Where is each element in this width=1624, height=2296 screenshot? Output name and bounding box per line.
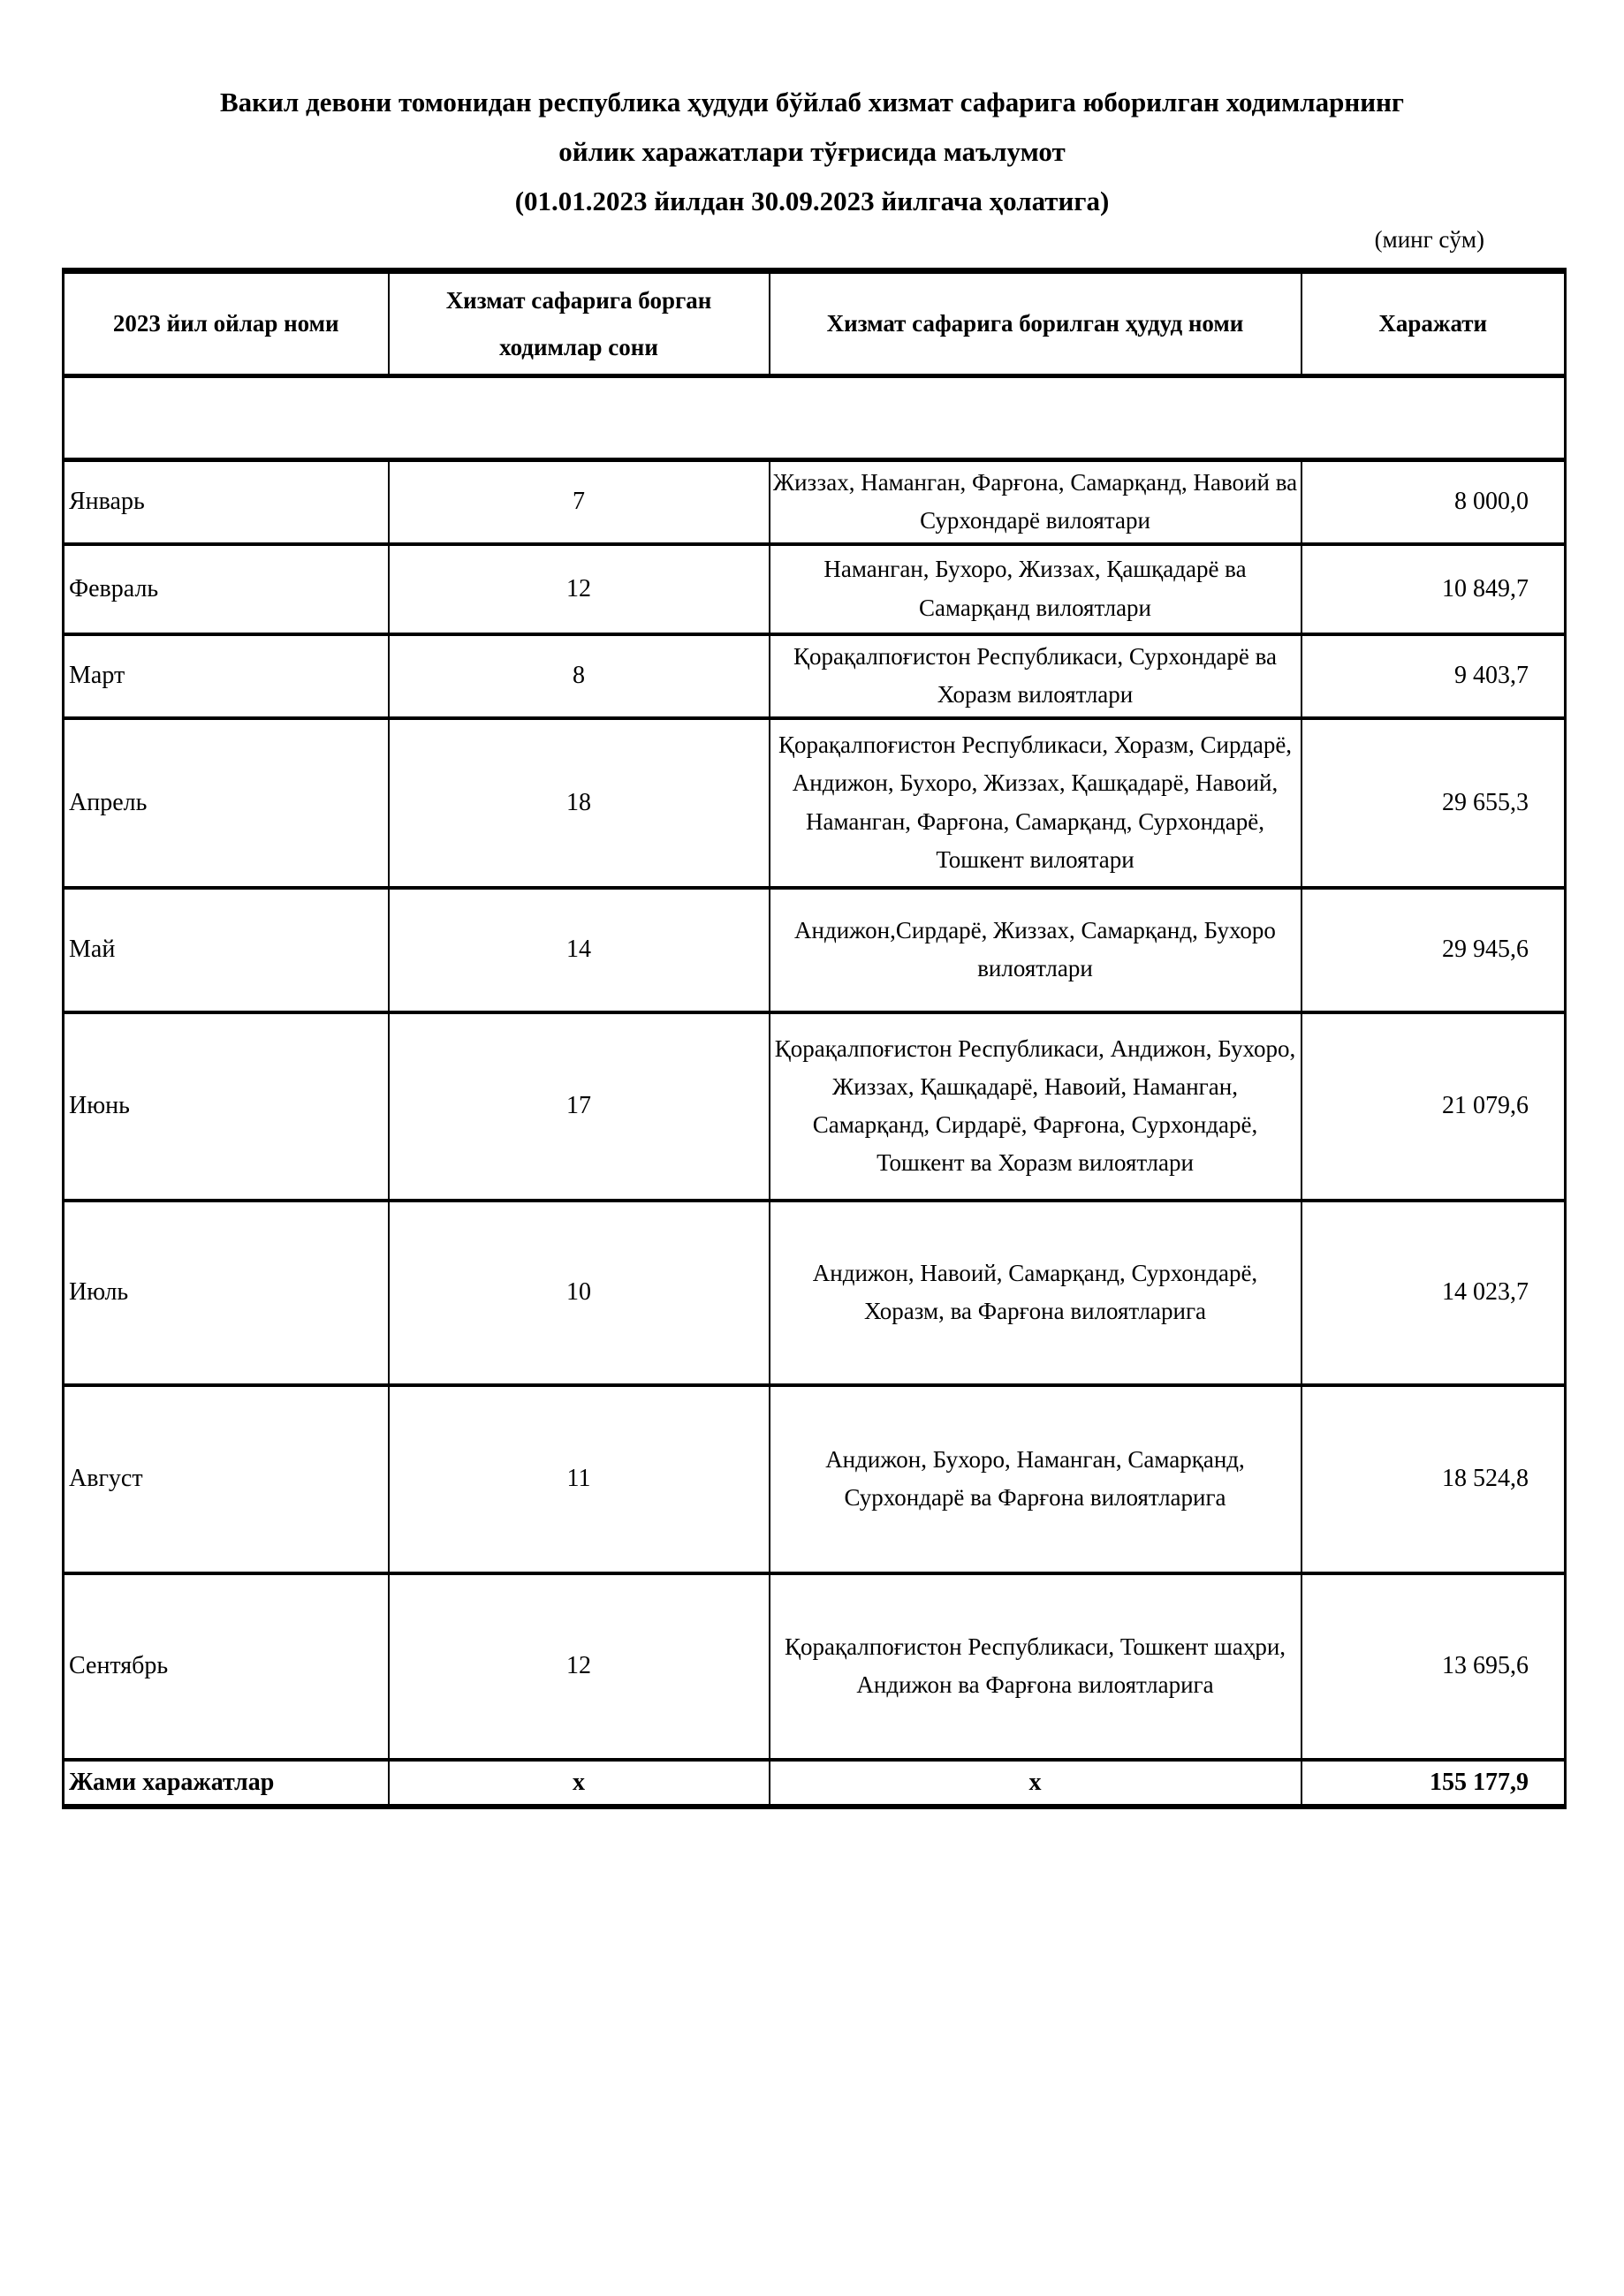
expense-cell: 10 849,7	[1301, 544, 1566, 634]
table-body	[64, 460, 1566, 1807]
regions-cell: Наманган, Бухоро, Жиззах, Қашқадарё ва Самарқанд вилоятлари	[770, 544, 1301, 634]
table-row	[64, 1201, 1566, 1385]
table-row	[64, 1573, 1566, 1760]
count-cell: 11	[389, 1385, 770, 1573]
header-row	[64, 271, 1566, 376]
table-row	[64, 460, 1566, 544]
total-label: Жами харажатлар	[64, 1760, 389, 1807]
expense-cell: 8 000,0	[1301, 460, 1566, 544]
table-row	[64, 1012, 1566, 1201]
table-row	[64, 1385, 1566, 1573]
expense-cell: 29 655,3	[1301, 718, 1566, 888]
total-count: x	[389, 1760, 770, 1807]
total-regions: x	[770, 1760, 1301, 1807]
expense-cell: 9 403,7	[1301, 634, 1566, 718]
total-expense: 155 177,9	[1301, 1760, 1566, 1807]
title-line-3: (01.01.2023 йилдан 30.09.2023 йилгача ҳолатига)	[514, 186, 1110, 216]
header-regions: Хизмат сафарига борилган ҳудуд номи	[770, 271, 1301, 376]
month-cell: Сентябрь	[64, 1573, 389, 1760]
table-row	[64, 718, 1566, 888]
table-row	[64, 888, 1566, 1012]
header-expense: Харажати	[1301, 271, 1566, 376]
expense-cell: 13 695,6	[1301, 1573, 1566, 1760]
count-cell: 10	[389, 1201, 770, 1385]
month-cell: Февраль	[64, 544, 389, 634]
header-month: 2023 йил ойлар номи	[64, 271, 389, 376]
separator-row	[64, 376, 1566, 460]
title-line-2: ойлик харажатлари тўғрисида маълумот	[558, 136, 1066, 167]
count-cell: 8	[389, 634, 770, 718]
page-title	[53, 78, 1571, 226]
month-cell: Апрель	[64, 718, 389, 888]
table-row	[64, 634, 1566, 718]
total-row	[64, 1760, 1566, 1807]
unit-note: (минг сўм)	[1374, 226, 1484, 253]
table-header	[64, 271, 1566, 376]
regions-cell: Қорақалпоғистон Республикаси, Тошкент шаҳри, Андижон ва Фарғона вилоятларига	[770, 1573, 1301, 1760]
title-line-1: Вакил девони томонидан республика ҳудуди бўйлаб хизмат сафарига юборилган ходимларнинг	[219, 87, 1405, 117]
expense-cell: 14 023,7	[1301, 1201, 1566, 1385]
regions-cell: Қорақалпоғистон Республикаси, Сурхондарё ва Хоразм вилоятлари	[770, 634, 1301, 718]
expense-cell: 29 945,6	[1301, 888, 1566, 1012]
regions-cell: Қорақалпоғистон Республикаси, Хоразм, Сирдарё, Андижон, Бухоро, Жиззах, Қашқадарё, Навоий, Наманган, Фарғона, Самарқанд, Сурхондарё, Тошкент вилоятари	[770, 718, 1301, 888]
regions-cell: Андижон, Бухоро, Наманган, Самарқанд, Сурхондарё ва Фарғона вилоятларига	[770, 1385, 1301, 1573]
count-cell: 12	[389, 1573, 770, 1760]
count-cell: 17	[389, 1012, 770, 1201]
month-cell: Январь	[64, 460, 389, 544]
separator-cell	[64, 376, 1566, 460]
count-cell: 14	[389, 888, 770, 1012]
month-cell: Август	[64, 1385, 389, 1573]
header-employee-count: Хизмат сафарига борган ходимлар сони	[389, 271, 770, 376]
regions-cell: Жиззах, Наманган, Фарғона, Самарқанд, Навоий ва Сурхондарё вилоятари	[770, 460, 1301, 544]
expenses-table	[62, 268, 1567, 1809]
regions-cell: Қорақалпоғистон Республикаси, Андижон, Бухоро, Жиззах, Қашқадарё, Навоий, Наманган, Самарқанд, Сирдарё, Фарғона, Сурхондарё, Тошкент ва Хоразм вилоятлари	[770, 1012, 1301, 1201]
count-cell: 12	[389, 544, 770, 634]
regions-cell: Андижон, Навоий, Самарқанд, Сурхондарё, Хоразм, ва Фарғона вилоятларига	[770, 1201, 1301, 1385]
month-cell: Июль	[64, 1201, 389, 1385]
month-cell: Май	[64, 888, 389, 1012]
table-row	[64, 544, 1566, 634]
expense-cell: 18 524,8	[1301, 1385, 1566, 1573]
count-cell: 18	[389, 718, 770, 888]
month-cell: Март	[64, 634, 389, 718]
month-cell: Июнь	[64, 1012, 389, 1201]
regions-cell: Андижон,Сирдарё, Жиззах, Самарқанд, Бухоро вилоятлари	[770, 888, 1301, 1012]
count-cell: 7	[389, 460, 770, 544]
expense-cell: 21 079,6	[1301, 1012, 1566, 1201]
